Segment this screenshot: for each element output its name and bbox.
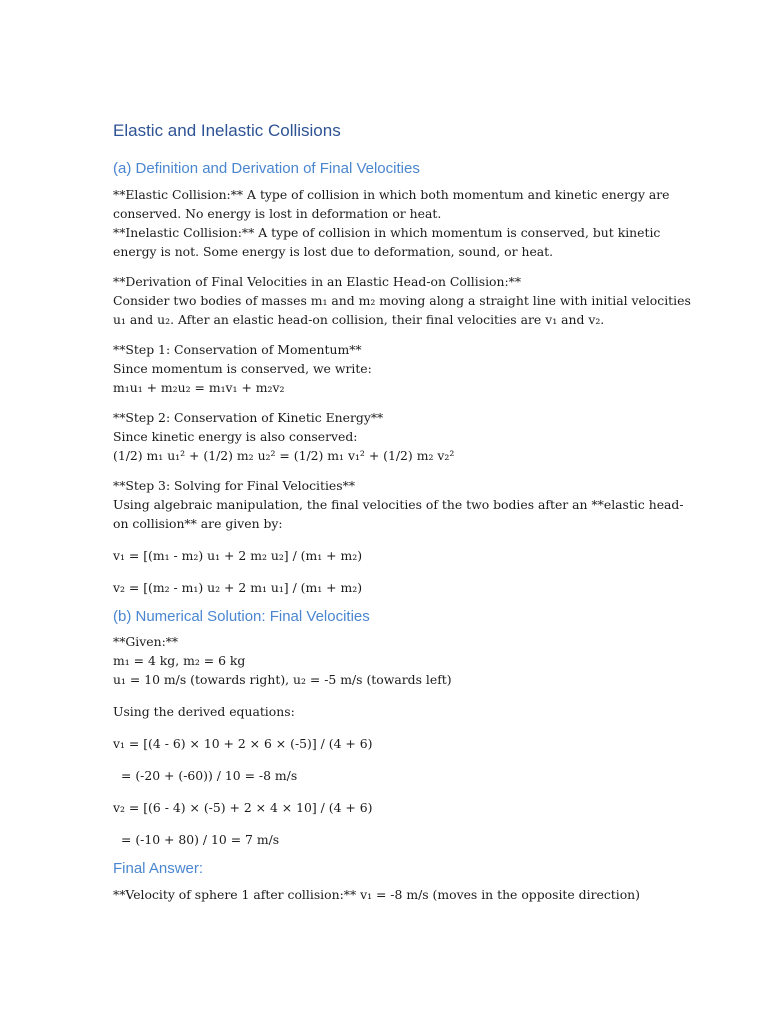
paragraph-line: **Step 1: Conservation of Momentum** <box>113 341 362 357</box>
equation-v1: v₁ = [(m₁ - m₂) u₁ + 2 m₂ u₂] / (m₁ + m₂) <box>113 547 363 563</box>
paragraph-line: energy is not. Some energy is lost due to deformation, sound, or heat. <box>113 243 554 259</box>
paragraph-line: **Step 2: Conservation of Kinetic Energy** <box>113 409 384 425</box>
paragraph-line: conserved. No energy is lost in deformation or heat. <box>113 205 442 221</box>
equation-v2: v₂ = [(m₂ - m₁) u₂ + 2 m₁ u₁] / (m₁ + m₂) <box>113 579 363 595</box>
paragraph-line: u₁ = 10 m/s (towards right), u₂ = -5 m/s (towards left) <box>113 672 452 688</box>
paragraph-line: u₁ and u₂. After an elastic head-on collision, their final velocities are v₁ and v₂. <box>113 311 605 327</box>
paragraph-line: **Inelastic Collision:** A type of collision in which momentum is conserved, but kinetic <box>113 224 661 240</box>
paragraph-line: **Step 3: Solving for Final Velocities** <box>113 477 356 493</box>
paragraph-line: Using the derived equations: <box>113 704 295 720</box>
final-answer-heading: Final Answer: <box>113 860 204 878</box>
paragraph-line: **Given:** <box>113 634 179 650</box>
paragraph-line: Consider two bodies of masses m₁ and m₂ moving along a straight line with initial velocities <box>113 292 691 308</box>
calc-v1: v₁ = [(4 - 6) × 10 + 2 × 6 × (-5)] / (4 + 6) <box>113 736 373 752</box>
equation: m₁u₁ + m₂u₂ = m₁v₁ + m₂v₂ <box>113 379 285 395</box>
section-b-heading: (b) Numerical Solution: Final Velocities <box>113 607 370 625</box>
calc-v2: v₂ = [(6 - 4) × (-5) + 2 × 4 × 10] / (4 + 6) <box>113 800 373 816</box>
section-a-heading: (a) Definition and Derivation of Final Velocities <box>113 160 420 178</box>
paragraph-line: **Elastic Collision:** A type of collision in which both momentum and kinetic energy are <box>113 186 670 202</box>
paragraph-line: **Derivation of Final Velocities in an Elastic Head-on Collision:** <box>113 273 522 289</box>
paragraph-line: Since momentum is conserved, we write: <box>113 360 372 376</box>
calc-v1-result: = (-20 + (-60)) / 10 = -8 m/s <box>121 768 298 784</box>
page-title: Elastic and Inelastic Collisions <box>113 121 341 140</box>
equation: (1/2) m₁ u₁² + (1/2) m₂ u₂² = (1/2) m₁ v₁² + (1/2) m₂ v₂² <box>113 447 455 463</box>
paragraph-line: on collision** are given by: <box>113 515 283 531</box>
final-answer-line: **Velocity of sphere 1 after collision:** v₁ = -8 m/s (moves in the opposite direction) <box>113 886 640 902</box>
paragraph-line: Since kinetic energy is also conserved: <box>113 428 358 444</box>
paragraph-line: m₁ = 4 kg, m₂ = 6 kg <box>113 653 246 669</box>
paragraph-line: Using algebraic manipulation, the final velocities of the two bodies after an **elastic head- <box>113 496 684 512</box>
calc-v2-result: = (-10 + 80) / 10 = 7 m/s <box>121 832 280 848</box>
